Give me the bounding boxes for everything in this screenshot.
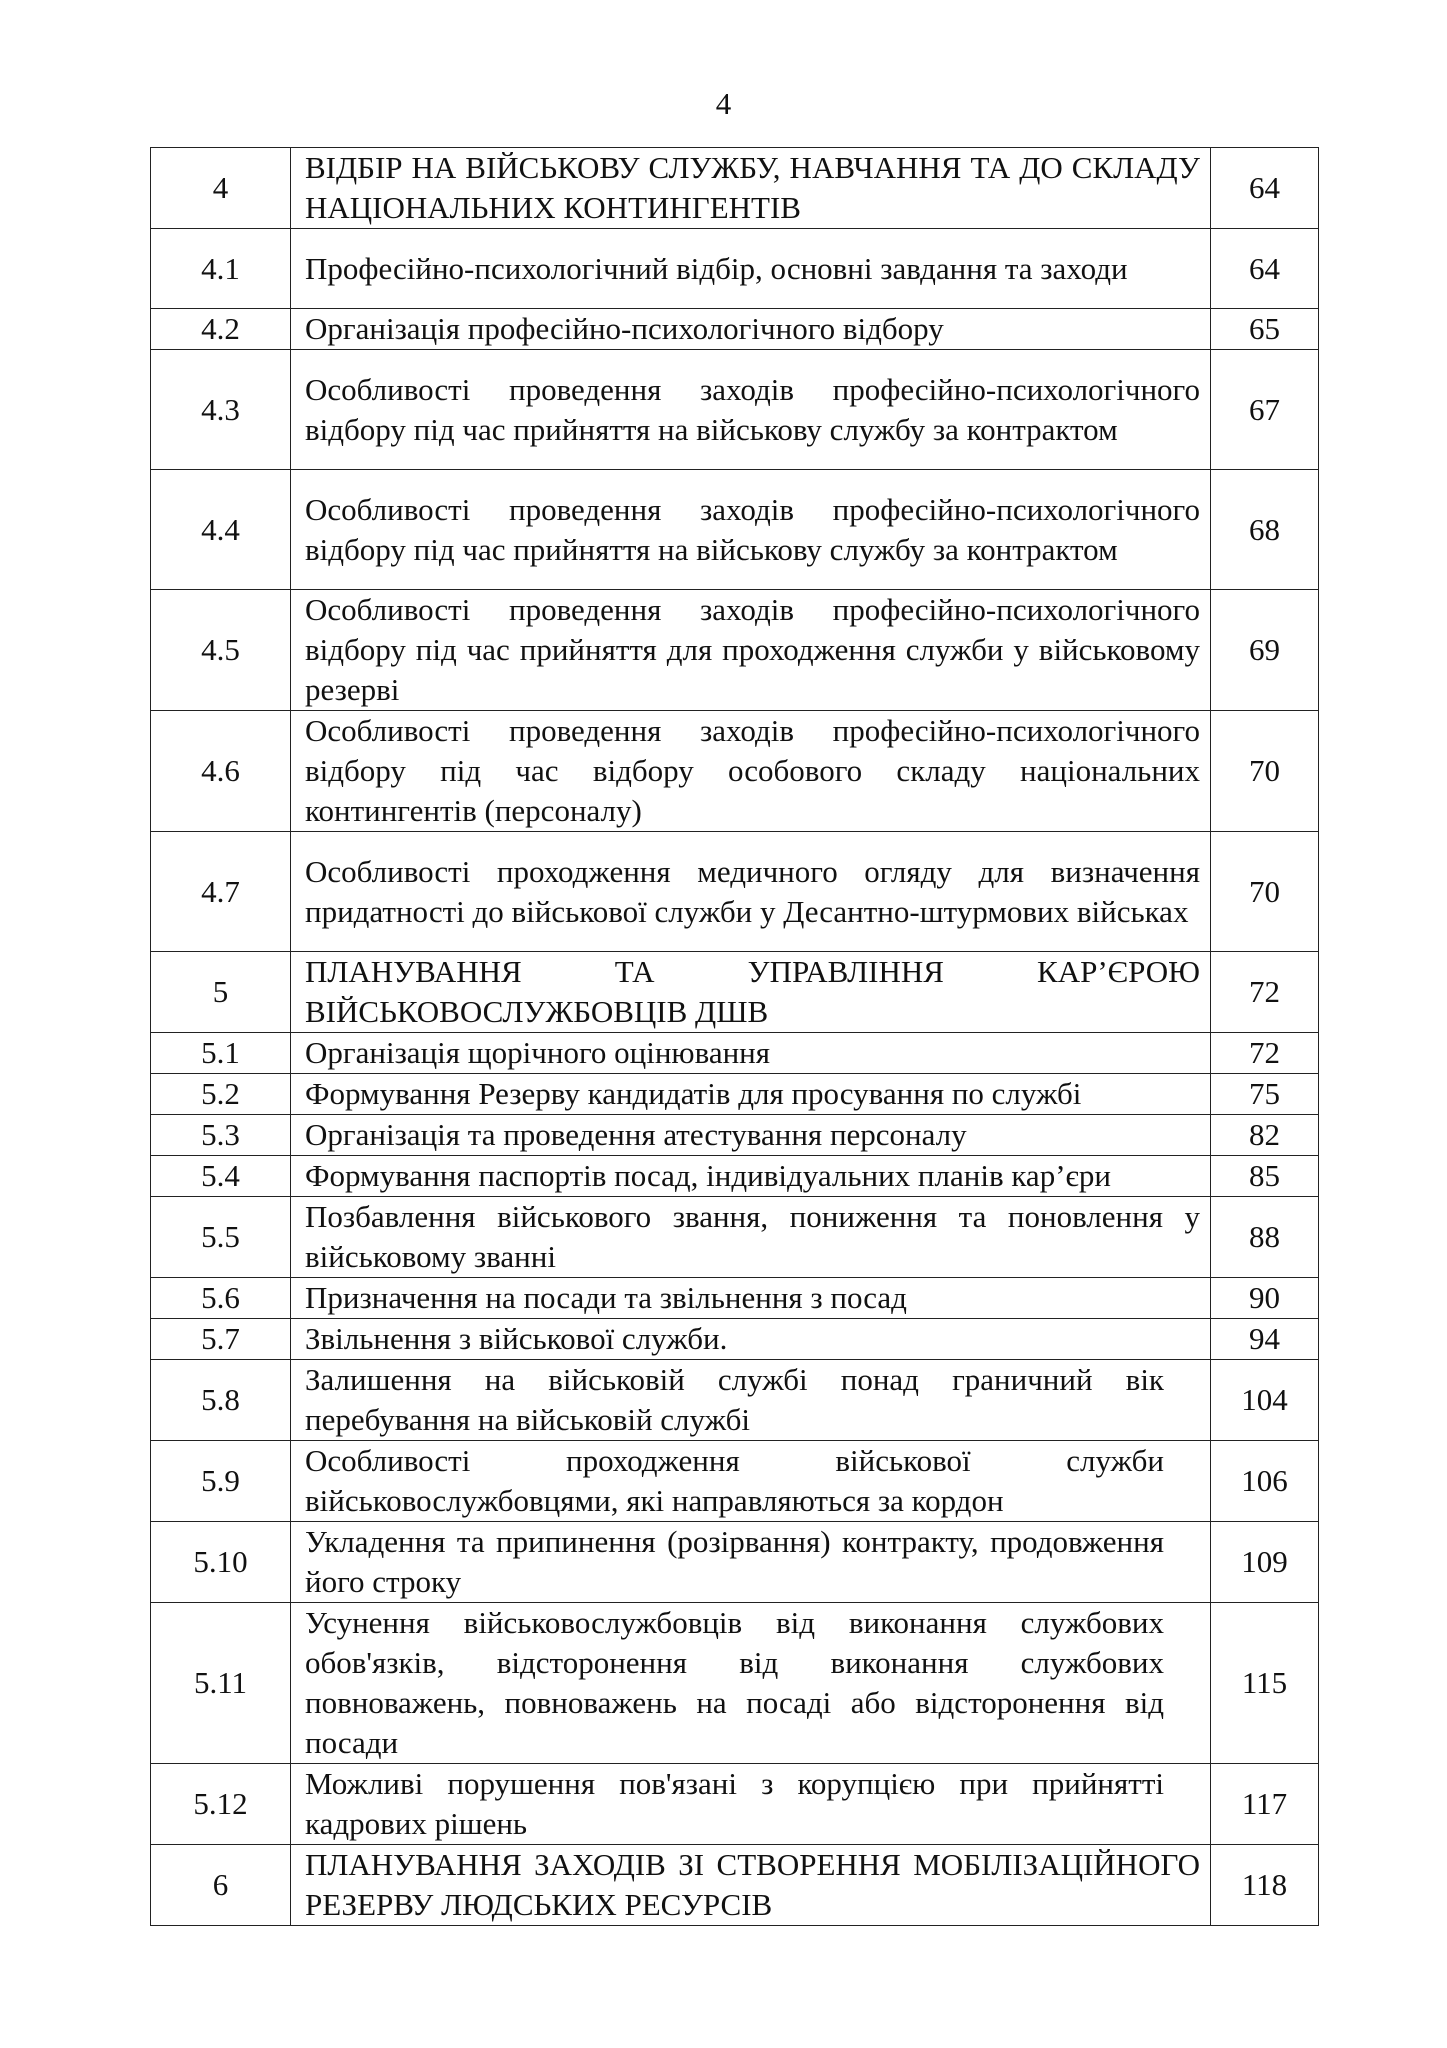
toc-number: 4.1 [151, 229, 291, 309]
toc-row [151, 1033, 1319, 1074]
toc-page: 82 [1211, 1115, 1319, 1156]
toc-page: 106 [1211, 1441, 1319, 1522]
toc-page: 70 [1211, 711, 1319, 832]
toc-number: 4.7 [151, 832, 291, 952]
toc-number: 6 [151, 1845, 291, 1926]
toc-number: 4.2 [151, 309, 291, 350]
toc-number: 5.6 [151, 1278, 291, 1319]
toc-page: 75 [1211, 1074, 1319, 1115]
toc-number: 5 [151, 952, 291, 1033]
toc-page: 64 [1211, 229, 1319, 309]
toc-title: ВІДБІР НА ВІЙСЬКОВУ СЛУЖБУ, НАВЧАННЯ ТА ДО СКЛАДУ НАЦІОНАЛЬНИХ КОНТИНГЕНТІВ [291, 148, 1211, 229]
toc-title: Залишення на військовій службі понад граничний вік перебування на військовій службі [291, 1360, 1211, 1441]
toc-page: 90 [1211, 1278, 1319, 1319]
toc-number: 5.5 [151, 1197, 291, 1278]
toc-title: Особливості проведення заходів професійно-психологічного відбору під час відбору особового складу національних контингентів (персоналу) [291, 711, 1211, 832]
toc-page: 109 [1211, 1522, 1319, 1603]
toc-title: Особливості проведення заходів професійно-психологічного відбору під час прийняття для проходження служби у військовому резерві [291, 590, 1211, 711]
toc-page: 72 [1211, 952, 1319, 1033]
toc-page: 117 [1211, 1764, 1319, 1845]
toc-number: 4.3 [151, 350, 291, 470]
toc-number: 5.10 [151, 1522, 291, 1603]
toc-title: Формування паспортів посад, індивідуальних планів кар’єри [291, 1156, 1211, 1197]
toc-title: Організація щорічного оцінювання [291, 1033, 1211, 1074]
toc-number: 4.4 [151, 470, 291, 590]
toc-page: 70 [1211, 832, 1319, 952]
toc-page: 85 [1211, 1156, 1319, 1197]
toc-number: 5.2 [151, 1074, 291, 1115]
toc-number: 4.5 [151, 590, 291, 711]
toc-row [151, 1156, 1319, 1197]
toc-row [151, 1441, 1319, 1522]
toc-row [151, 952, 1319, 1033]
toc-number: 5.8 [151, 1360, 291, 1441]
toc-page: 115 [1211, 1603, 1319, 1764]
table-of-contents [150, 147, 1319, 1926]
toc-row [151, 1845, 1319, 1926]
toc-row [151, 309, 1319, 350]
toc-number: 5.11 [151, 1603, 291, 1764]
toc-number: 4 [151, 148, 291, 229]
page-number: 4 [715, 86, 732, 121]
toc-row [151, 1074, 1319, 1115]
toc-page: 88 [1211, 1197, 1319, 1278]
toc-title: Особливості проведення заходів професійно-психологічного відбору під час прийняття на військову службу за контрактом [291, 470, 1211, 590]
toc-row [151, 1360, 1319, 1441]
toc-page: 64 [1211, 148, 1319, 229]
toc-title: Укладення та припинення (розірвання) контракту, продовження його строку [291, 1522, 1211, 1603]
toc-row [151, 832, 1319, 952]
toc-number: 5.3 [151, 1115, 291, 1156]
toc-row [151, 148, 1319, 229]
toc-page: 104 [1211, 1360, 1319, 1441]
toc-number: 5.9 [151, 1441, 291, 1522]
toc-title: Особливості проходження медичного огляду для визначення придатності до військової служби у Десантно-штурмових військах [291, 832, 1211, 952]
toc-title: Звільнення з військової служби. [291, 1319, 1211, 1360]
toc-row [151, 470, 1319, 590]
toc-page: 68 [1211, 470, 1319, 590]
toc-title: Усунення військовослужбовців від виконання службових обов'язків, відсторонення від виконання службових повноважень, повноважень на посаді або відсторонення від посади [291, 1603, 1211, 1764]
toc-row [151, 1319, 1319, 1360]
toc-title: Особливості проходження військової служби військовослужбовцями, які направляються за кордон [291, 1441, 1211, 1522]
toc-page: 94 [1211, 1319, 1319, 1360]
toc-title: Позбавлення військового звання, пониження та поновлення у військовому званні [291, 1197, 1211, 1278]
toc-row [151, 350, 1319, 470]
toc-row [151, 229, 1319, 309]
toc-row [151, 1764, 1319, 1845]
toc-row [151, 1197, 1319, 1278]
toc-row [151, 590, 1319, 711]
toc-title: Можливі порушення пов'язані з корупцією при прийнятті кадрових рішень [291, 1764, 1211, 1845]
toc-title: ПЛАНУВАННЯ ТА УПРАВЛІННЯ КАР’ЄРОЮ ВІЙСЬКОВОСЛУЖБОВЦІВ ДШВ [291, 952, 1211, 1033]
toc-number: 5.12 [151, 1764, 291, 1845]
toc-number: 5.7 [151, 1319, 291, 1360]
toc-number: 5.4 [151, 1156, 291, 1197]
toc-title: Формування Резерву кандидатів для просування по службі [291, 1074, 1211, 1115]
toc-row [151, 1115, 1319, 1156]
toc-title: Особливості проведення заходів професійно-психологічного відбору під час прийняття на військову службу за контрактом [291, 350, 1211, 470]
toc-title: ПЛАНУВАННЯ ЗАХОДІВ ЗІ СТВОРЕННЯ МОБІЛІЗАЦІЙНОГО РЕЗЕРВУ ЛЮДСЬКИХ РЕСУРСІВ [291, 1845, 1211, 1926]
toc-title: Призначення на посади та звільнення з посад [291, 1278, 1211, 1319]
toc-page: 65 [1211, 309, 1319, 350]
toc-page: 72 [1211, 1033, 1319, 1074]
toc-row [151, 1278, 1319, 1319]
toc-page: 67 [1211, 350, 1319, 470]
toc-row [151, 1522, 1319, 1603]
toc-row [151, 711, 1319, 832]
toc-number: 5.1 [151, 1033, 291, 1074]
toc-number: 4.6 [151, 711, 291, 832]
toc-title: Організація та проведення атестування персоналу [291, 1115, 1211, 1156]
toc-title: Професійно-психологічний відбір, основні завдання та заходи [291, 229, 1211, 309]
toc-title: Організація професійно-психологічного відбору [291, 309, 1211, 350]
toc-row [151, 1603, 1319, 1764]
toc-page: 69 [1211, 590, 1319, 711]
toc-page: 118 [1211, 1845, 1319, 1926]
